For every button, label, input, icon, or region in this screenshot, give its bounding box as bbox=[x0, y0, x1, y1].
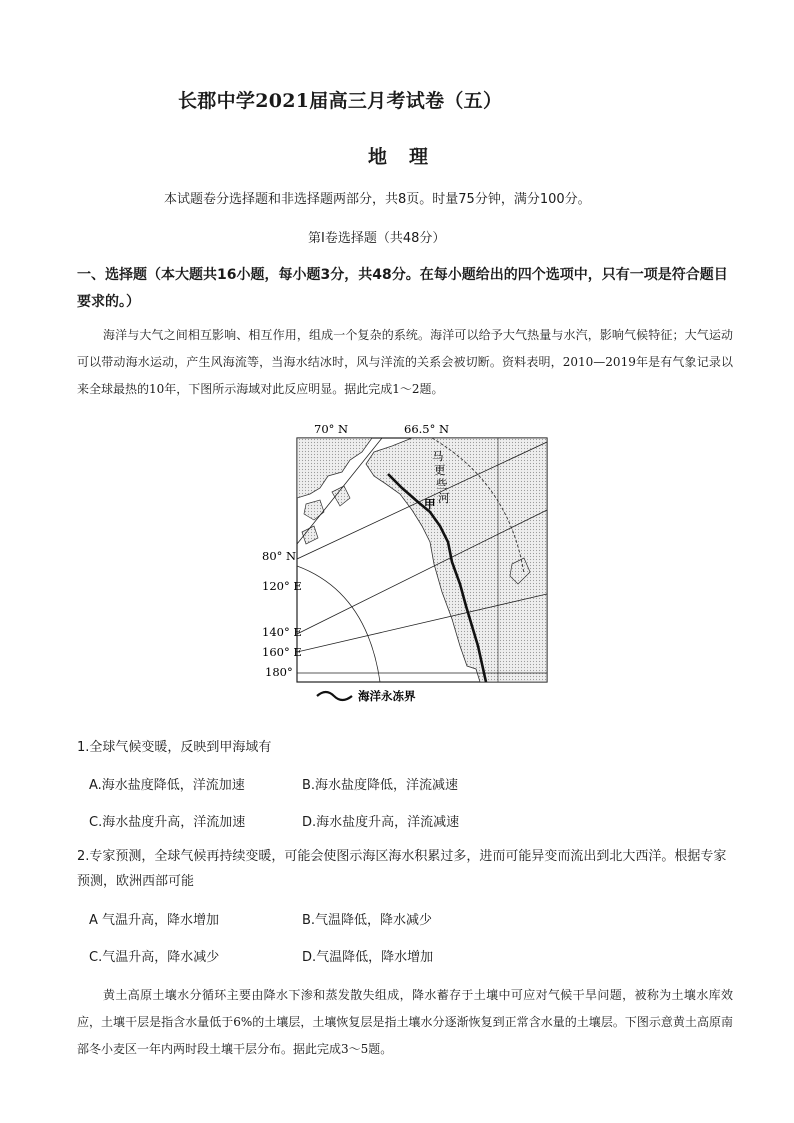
question-2-stem: 2.专家预测，全球气候再持续变暖，可能会使图示海区海水积累过多，进而可能异变而流出到北大西洋。根据专家预测，欧洲西部可能 bbox=[77, 849, 727, 889]
legend-label: 海洋永冻界 bbox=[358, 689, 416, 703]
label-120e: 120° E bbox=[262, 579, 302, 593]
question-1-stem: 1.全球气候变暖，反映到甲海域有 bbox=[77, 740, 272, 755]
label-80n: 80° N bbox=[262, 549, 297, 563]
arctic-map-figure bbox=[262, 414, 562, 714]
label-70n: 70° N bbox=[314, 422, 349, 436]
label-66n: 66.5° N bbox=[404, 422, 450, 436]
legend-line bbox=[317, 692, 352, 700]
map-svg bbox=[262, 414, 562, 714]
q2-option-b: B.气温降低，降水减少 bbox=[302, 913, 433, 928]
sea-label-jia: 甲 bbox=[424, 497, 436, 511]
river-char-1: 马 bbox=[432, 449, 444, 463]
q1-option-c: C.海水盐度升高，洋流加速 bbox=[89, 815, 246, 830]
q2-option-c: C.气温升高，降水减少 bbox=[89, 950, 220, 965]
label-140e: 140° E bbox=[262, 625, 302, 639]
river-char-4: 河 bbox=[438, 491, 450, 505]
section-heading: 一、选择题（本大题共16小题，每小题3分，共48分。在每小题给出的四个选项中，只有一项是符合题目要求的。） bbox=[77, 267, 728, 310]
exam-intro: 本试题卷分选择题和非选择题两部分，共8页。时量75分钟，满分100分。 bbox=[164, 192, 591, 207]
q1-option-a: A.海水盐度降低，洋流加速 bbox=[89, 778, 245, 793]
subject-title: 地理 bbox=[368, 146, 451, 168]
label-160e: 160° E bbox=[262, 645, 302, 659]
passage-2: 黄土高原土壤水分循环主要由降水下渗和蒸发散失组成，降水蓄存于土壤中可应对气候干旱问题，被称为土壤水库效应，土壤干层是指含水量低于6%的土壤层，土壤恢复层是指土壤水分逐渐恢复到正常含水量的土壤层。下图示意黄土高原南部冬小麦区一年内两时段土壤干层分布。据此完成3～5题。 bbox=[77, 988, 733, 1056]
q1-option-b: B.海水盐度降低，洋流减速 bbox=[302, 778, 459, 793]
q1-option-d: D.海水盐度升高，洋流减速 bbox=[302, 815, 460, 830]
river-char-2: 更 bbox=[434, 463, 446, 477]
label-180: 180° bbox=[265, 665, 293, 679]
q2-option-a: A 气温升高，降水增加 bbox=[89, 913, 220, 928]
part-heading: 第Ⅰ卷选择题（共48分） bbox=[308, 231, 446, 246]
passage-1: 海洋与大气之间相互影响、相互作用，组成一个复杂的系统。海洋可以给予大气热量与水汽，影响气候特征；大气运动可以带动海水运动，产生风海流等，当海水结冰时，风与洋流的关系会被切断。资料表明，2010—2019年是有气象记录以来全球最热的10年，下图所示海域对此反应明显。据此完成1～2题。 bbox=[77, 328, 733, 396]
q2-option-d: D.气温降低，降水增加 bbox=[302, 950, 434, 965]
river-char-3: 些 bbox=[436, 477, 448, 491]
exam-title: 长郡中学2021届高三月考试卷（五） bbox=[178, 90, 503, 112]
